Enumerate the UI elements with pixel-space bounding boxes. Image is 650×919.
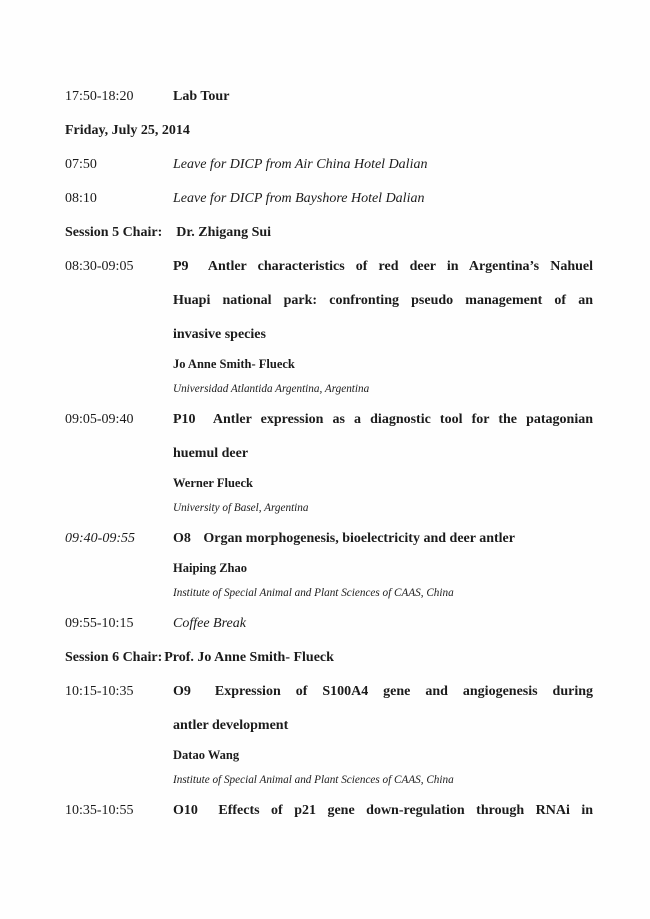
time-label: 07:50 bbox=[65, 157, 97, 172]
presentation-entry bbox=[65, 250, 593, 398]
time-label: 09:05-09:40 bbox=[65, 412, 134, 427]
session-heading bbox=[65, 216, 593, 250]
break-label: Coffee Break bbox=[173, 616, 246, 631]
paper-title-text: Antler expression as a diagnostic tool for the patagonian bbox=[212, 412, 593, 427]
presentation-content bbox=[173, 522, 593, 602]
paper-code: O8 bbox=[173, 531, 191, 546]
paper-code: P10 bbox=[173, 412, 196, 427]
paper-title-line: antler development bbox=[173, 718, 289, 733]
affiliation: Institute of Special Animal and Plant Sciences of CAAS, China bbox=[173, 774, 454, 786]
paper-title-line bbox=[173, 794, 593, 828]
presentation-content bbox=[173, 250, 593, 398]
author-name: Datao Wang bbox=[173, 748, 240, 762]
time-label: 10:15-10:35 bbox=[65, 684, 134, 699]
transfer-label: Leave for DICP from Bayshore Hotel Dalian bbox=[173, 191, 425, 206]
paper-title-text: Effects of p21 gene down-regulation through RNAi in bbox=[218, 803, 593, 818]
author-name: Werner Flueck bbox=[173, 476, 253, 490]
paper-title-text: Expression of S100A4 gene and angiogenesis during bbox=[214, 684, 593, 699]
presentation-entry bbox=[65, 794, 593, 828]
paper-title-text: Antler characteristics of red deer in Argentina’s Nahuel bbox=[207, 259, 593, 274]
date-heading bbox=[65, 114, 593, 148]
time-label: 17:50-18:20 bbox=[65, 89, 134, 104]
schedule-row bbox=[65, 607, 593, 641]
paper-title-line bbox=[173, 675, 593, 709]
schedule-row bbox=[65, 80, 593, 114]
session-chair-label: Session 6 Chair: bbox=[65, 650, 163, 665]
time-label: 08:10 bbox=[65, 191, 97, 206]
affiliation: University of Basel, Argentina bbox=[173, 502, 309, 514]
paper-title-line: Huapi national park: confronting pseudo management of an bbox=[173, 293, 593, 308]
transfer-label: Leave for DICP from Air China Hotel Dalian bbox=[173, 157, 428, 172]
affiliation: Universidad Atlantida Argentina, Argentina bbox=[173, 383, 370, 395]
time-label: 09:55-10:15 bbox=[65, 616, 134, 631]
paper-title-line bbox=[173, 250, 593, 284]
author-name: Jo Anne Smith- Flueck bbox=[173, 357, 295, 371]
presentation-content bbox=[173, 675, 593, 789]
author-name: Haiping Zhao bbox=[173, 561, 247, 575]
time-label: 09:40-09:55 bbox=[65, 531, 135, 546]
event-label: Lab Tour bbox=[173, 89, 230, 104]
presentation-entry bbox=[65, 675, 593, 789]
date-heading-label: Friday, July 25, 2014 bbox=[65, 123, 190, 138]
paper-code: P9 bbox=[173, 259, 189, 274]
schedule-row bbox=[65, 148, 593, 182]
presentation-entry bbox=[65, 522, 593, 602]
paper-title-line bbox=[173, 522, 593, 556]
session-chair-label: Session 5 Chair: bbox=[65, 225, 163, 240]
presentation-content bbox=[173, 403, 593, 517]
affiliation: Institute of Special Animal and Plant Sciences of CAAS, China bbox=[173, 587, 454, 599]
schedule-row bbox=[65, 182, 593, 216]
paper-title-line: invasive species bbox=[173, 327, 266, 342]
paper-title-text: Organ morphogenesis, bioelectricity and deer antler bbox=[203, 531, 515, 546]
time-label: 08:30-09:05 bbox=[65, 259, 134, 274]
paper-title-line: huemul deer bbox=[173, 446, 249, 461]
paper-code: O9 bbox=[173, 684, 191, 699]
paper-title-line bbox=[173, 403, 593, 437]
presentation-entry bbox=[65, 403, 593, 517]
chair-name: Prof. Jo Anne Smith- Flueck bbox=[164, 650, 334, 665]
chair-name: Dr. Zhigang Sui bbox=[176, 225, 272, 240]
time-label: 10:35-10:55 bbox=[65, 803, 134, 818]
presentation-content bbox=[173, 794, 593, 828]
session-heading bbox=[65, 641, 593, 675]
paper-code: O10 bbox=[173, 803, 198, 818]
